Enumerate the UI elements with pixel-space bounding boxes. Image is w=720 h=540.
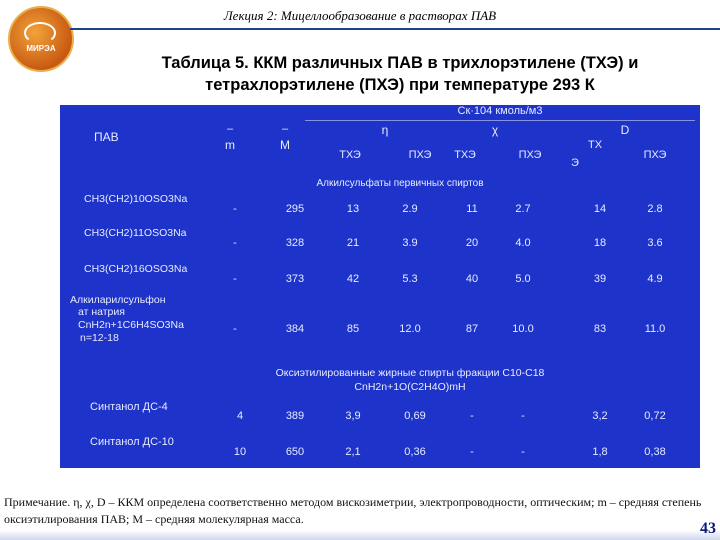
cell-v2: 5.3 — [402, 273, 418, 285]
row-name: CH3(CH2)10OSO3Na — [84, 193, 188, 205]
cell-v1: 42 — [346, 273, 360, 285]
D-txe-part2: Э — [571, 157, 579, 169]
eta-txe: ТХЭ — [339, 149, 361, 161]
section-alkylsulfates: Алкилсульфаты первичных спиртов — [316, 178, 484, 189]
cell-v6: 11.0 — [644, 323, 666, 335]
cell-v6: 0,72 — [644, 410, 666, 422]
row-name-line2: ат натрия — [78, 306, 125, 318]
page-number: 43 — [700, 520, 716, 537]
cell-v5: 83 — [593, 323, 607, 335]
section-ethoxylates-line2: CnH2n+1O(C2H4O)mH — [354, 381, 466, 393]
header-m-bar: – — [226, 123, 234, 135]
header-divider — [70, 28, 720, 30]
row-name-line4: n=12-18 — [80, 332, 119, 344]
section-ethoxylates-line1: Оксиэтилированные жирные спирты фракции C10-C18 — [275, 367, 545, 379]
cell-M: 384 — [285, 323, 305, 335]
cell-v1: 13 — [346, 203, 360, 215]
cell-v5: 39 — [593, 273, 607, 285]
cell-v1: 2,1 — [345, 446, 361, 458]
cell-v5: 14 — [593, 203, 607, 215]
cell-v6: 3.6 — [647, 237, 663, 249]
cell-m: 10 — [233, 446, 247, 458]
header-eta: η — [381, 123, 389, 137]
row-name: Синтанол ДС-10 — [90, 436, 174, 448]
D-txe-part1: ТХ — [587, 139, 603, 151]
chi-txe: ТХЭ — [454, 149, 476, 161]
cell-v2: 2.9 — [402, 203, 418, 215]
cell-v5: 3,2 — [592, 410, 608, 422]
cell-v6: 0,38 — [644, 446, 666, 458]
cell-v1: 21 — [346, 237, 360, 249]
cell-v3: - — [470, 410, 474, 422]
cell-v4: - — [521, 410, 525, 422]
row-name-line3: CnH2n+1C6H4SO3Na — [78, 319, 184, 331]
header-M-bar: – — [281, 123, 289, 135]
logo-swirl-icon — [24, 22, 56, 44]
cell-v5: 1,8 — [592, 446, 608, 458]
cell-v2: 0,69 — [404, 410, 426, 422]
logo-text: МИРЭА — [26, 44, 56, 53]
cell-v4: 4.0 — [515, 237, 531, 249]
cell-v3: 20 — [465, 237, 479, 249]
cell-v2: 12.0 — [399, 323, 421, 335]
cell-M: 373 — [285, 273, 305, 285]
cell-M: 295 — [285, 203, 305, 215]
cell-v3: 40 — [465, 273, 479, 285]
cell-m: 4 — [236, 410, 244, 422]
cell-v6: 2.8 — [647, 203, 663, 215]
cell-m: - — [233, 237, 237, 249]
row-name: Синтанол ДС-4 — [90, 401, 168, 413]
cell-v4: - — [521, 446, 525, 458]
lecture-title: Лекция 2: Мицеллообразование в растворах ПАВ — [223, 8, 497, 23]
cell-v1: 85 — [346, 323, 360, 335]
cell-m: - — [233, 273, 237, 285]
footnote: Примечание. η, χ, D – ККМ определена соответственно методом вискозиметрии, электропроводности, оптическим; m – средняя степень оксиэтилирования ПАВ; M – средняя молекулярная масса. — [4, 495, 702, 526]
cell-v6: 4.9 — [647, 273, 663, 285]
header-D: D — [620, 123, 630, 137]
row-name-line1: Алкиларилсульфон — [70, 294, 166, 306]
header-ck: Ск·104 кмоль/м3 — [457, 105, 543, 117]
header-chi: χ — [491, 123, 499, 137]
cell-v1: 3,9 — [345, 410, 361, 422]
chi-pxe: ПХЭ — [518, 149, 542, 161]
cell-v4: 5.0 — [515, 273, 531, 285]
D-pxe: ПХЭ — [643, 149, 667, 161]
cell-v2: 0,36 — [404, 446, 426, 458]
table-title: Таблица 5. ККМ различных ПАВ в трихлорэтилене (ТХЭ) и тетрахлорэтилене (ПХЭ) при температуре 293 К — [161, 54, 639, 94]
ccm-table — [60, 105, 700, 468]
cell-v4: 10.0 — [512, 323, 534, 335]
header-m: m — [225, 138, 235, 152]
row-name: CH3(CH2)16OSO3Na — [84, 263, 188, 275]
header-surfactant: ПАВ — [94, 130, 119, 144]
cell-M: 328 — [285, 237, 305, 249]
cell-v3: - — [470, 446, 474, 458]
cell-m: - — [233, 323, 237, 335]
cell-v3: 11 — [466, 203, 478, 215]
cell-v4: 2.7 — [515, 203, 531, 215]
cell-M: 650 — [285, 446, 305, 458]
cell-M: 389 — [285, 410, 305, 422]
header-M: M — [280, 138, 290, 152]
cell-m: - — [233, 203, 237, 215]
cell-v2: 3.9 — [402, 237, 418, 249]
header-rule — [305, 120, 695, 121]
eta-pxe: ПХЭ — [408, 149, 432, 161]
row-name: CH3(CH2)11OSO3Na — [84, 227, 187, 239]
bottom-gradient-bar — [0, 530, 720, 540]
cell-v3: 87 — [465, 323, 479, 335]
cell-v5: 18 — [593, 237, 607, 249]
